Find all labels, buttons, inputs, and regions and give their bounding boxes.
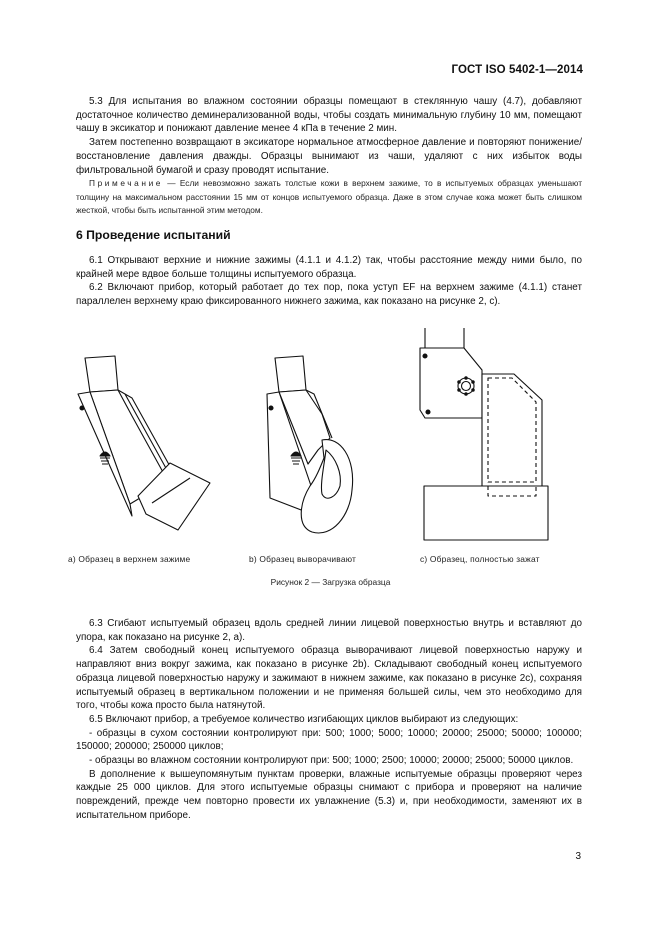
note-text: — Если невозможно зажать толстые кожи в верхнем зажиме, то в испытуемых образцах уменьшают толщину на максимальном расстоянии 15 мм от концов испытуемого образца. Даже в этом случае кожа может быть слишком жесткой, чтобы быть испытанной этим методом. (76, 178, 582, 215)
panel-b-clamp (267, 356, 353, 533)
paragraph-6-4: 6.4 Затем свободный конец испытуемого образца выворачивают лицевой поверхностью наружу и направляют вниз вокруг зажима, как показано в рисунке 2b). Складывают свободный конец испытуемого образца лицевой поверхностью наружу и зажимают в нижнем зажиме, как показано в рисунке 2с), сохраняя испытуемый образец в вертикальном положении и не применяя большей силы, чем это необходимо для того, чтобы кожа просто была натянутой. (76, 645, 582, 712)
list-item-dry: - образцы в сухом состоянии контролируют при: 500; 1000; 5000; 10000; 20000; 25000; 50000; 100000; 150000; 200000; 250000 циклов; (76, 727, 582, 753)
paragraph-5-3-cont: Затем постепенно возвращают в эксикаторе нормальное атмосферное давление и повторяют понижение/восстановление давления дважды. Образцы вынимают из чаши, удаляют с них избыток воды фильтровальной бумагой и сразу проводят испытание. (76, 137, 582, 176)
figure-title: Рисунок 2 — Загрузка образца (270, 577, 391, 587)
caption-c: с) Образец, полностью зажат (420, 554, 540, 564)
list-item-wet: - образцы во влажном состоянии контролируют при: 500; 1000; 2500; 10000; 20000; 25000; 50000 циклов. (89, 755, 574, 767)
paragraph-final: В дополнение к вышеупомянутым пунктам проверки, влажные испытуемые образцы проверяют через каждые 25 000 циклов. Для этого испытуемые образцы снимают с прибора и проверяют на наличие повреждений, прежде чем повторно провести их увлажнение (5.3) и, при необходимости, заменяют их в испытательном приборе. (76, 768, 582, 821)
page-number: 3 (575, 851, 581, 862)
paragraph-6-5: 6.5 Включают прибор, а требуемое количество изгибающих циклов выбирают из следующих: (89, 713, 519, 725)
note-label: Примечание (89, 178, 164, 188)
panel-c-clamp (420, 328, 548, 540)
panel-a-clamp (78, 356, 210, 530)
section-6-heading: 6 Проведение испытаний (76, 228, 231, 242)
paragraph-6-2: 6.2 Включают прибор, который работает до тех пор, пока уступ EF на верхнем зажиме (4.1.1) станет параллелен верхнему краю фиксированного нижнего зажима, как показано на рисунке 2, с). (76, 282, 582, 308)
section-6-cont (76, 617, 582, 823)
panel-c-lower-clamp (424, 486, 548, 540)
section-5-3 (76, 95, 582, 177)
figure-2-drawing (60, 318, 590, 550)
paragraph-5-3: 5.3 Для испытания во влажном состоянии образцы помещают в стеклянную чашу (4.7), добавляют достаточное количество деминерализованной воды, чтобы создать минимальную глубину 10 мм, помещают чашу в эксикатор и понижают давление менее 4 кПа в течение 2 мин. (76, 96, 582, 135)
caption-b: b) Образец выворачивают (249, 554, 357, 564)
section-6 (76, 254, 582, 309)
document-header: ГОСТ ISO 5402-1—2014 (451, 64, 583, 76)
paragraph-6-1: 6.1 Открывают верхние и нижние зажимы (4.1.1 и 4.1.2) так, чтобы расстояние между ними было, по крайней мере вдвое больше толщины испытуемого образца. (76, 255, 582, 280)
paragraph-6-3: 6.3 Сгибают испытуемый образец вдоль средней линии лицевой поверхностью внутрь и вставляют до упора, как показано на рисунке 2, а). (76, 618, 582, 643)
caption-a: а) Образец в верхнем зажиме (68, 554, 191, 564)
note-block (76, 177, 582, 218)
